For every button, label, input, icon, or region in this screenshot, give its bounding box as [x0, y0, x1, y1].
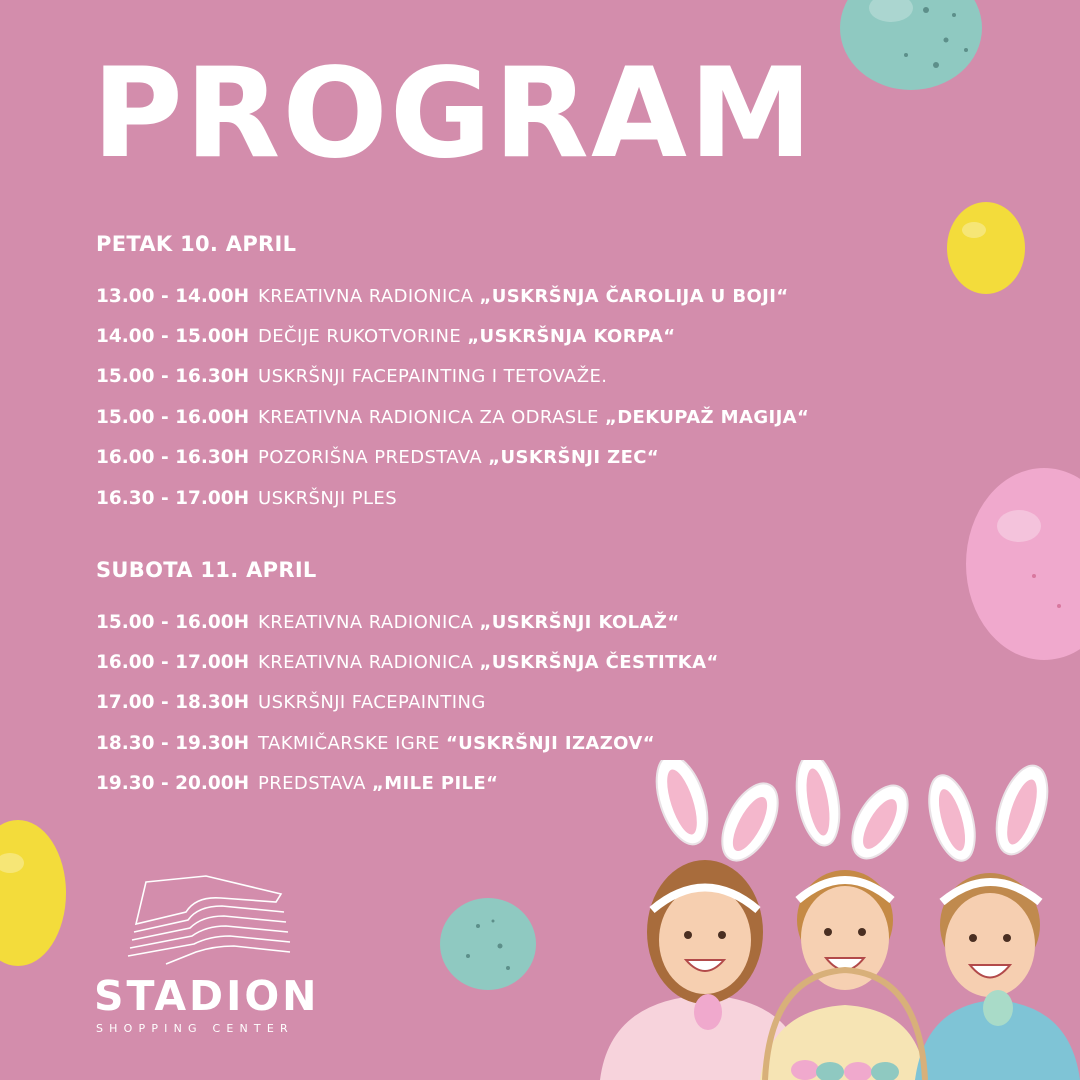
- event-time: 15.00 - 16.00H: [96, 611, 250, 633]
- event-type: KREATIVNA RADIONICA ZA ODRASLE: [258, 406, 599, 428]
- event-time: 15.00 - 16.00H: [96, 406, 250, 428]
- event-time: 19.30 - 20.00H: [96, 773, 250, 795]
- event-description: [258, 286, 789, 307]
- event-title: „USKRŠNJA ČESTITKA“: [479, 652, 719, 674]
- list-item: [96, 602, 976, 642]
- stadion-logo: [94, 872, 334, 1042]
- event-description: [258, 326, 675, 347]
- brand-name: STADION: [94, 972, 320, 1020]
- list-item: [96, 357, 976, 397]
- event-description: [258, 612, 680, 633]
- event-time: 16.00 - 17.00H: [96, 652, 250, 674]
- list-item: [96, 723, 976, 763]
- event-description: [258, 447, 659, 468]
- teal-egg-icon: [438, 896, 538, 992]
- event-title: „USKRŠNJA ČAROLIJA U BOJI“: [479, 285, 789, 307]
- event-description: [258, 692, 486, 713]
- event-type: USKRŠNJI FACEPAINTING: [258, 692, 486, 714]
- list-item: [96, 438, 976, 478]
- event-description: [258, 407, 809, 428]
- event-type: USKRŠNJI FACEPAINTING I TETOVAŽE.: [258, 366, 608, 388]
- teal-egg-icon: [836, 0, 986, 95]
- event-time: 18.30 - 19.30H: [96, 732, 250, 754]
- event-time: 13.00 - 14.00H: [96, 285, 250, 307]
- event-title: „USKRŠNJI KOLAŽ“: [479, 611, 680, 633]
- brand-tagline: SHOPPING CENTER: [96, 1022, 294, 1035]
- list-item: [96, 683, 976, 723]
- event-type: POZORIŠNA PREDSTAVA: [258, 447, 483, 469]
- event-type: KREATIVNA RADIONICA: [258, 611, 474, 633]
- schedule-friday: [96, 276, 976, 518]
- event-description: [258, 366, 607, 387]
- kids-with-bunny-ears-photo: [590, 760, 1080, 1080]
- event-time: 16.30 - 17.00H: [96, 487, 250, 509]
- event-type: TAKMIČARSKE IGRE: [258, 732, 440, 754]
- event-title: „DEKUPAŽ MAGIJA“: [604, 406, 810, 428]
- event-title: “USKRŠNJI IZAZOV“: [445, 732, 655, 754]
- event-description: [258, 773, 498, 794]
- event-type: KREATIVNA RADIONICA: [258, 285, 474, 307]
- event-type: PREDSTAVA: [258, 773, 366, 795]
- event-description: [258, 733, 655, 754]
- event-description: [258, 488, 397, 509]
- event-description: [258, 652, 719, 673]
- event-title: „USKRŠNJI ZEC“: [488, 447, 660, 469]
- event-time: 17.00 - 18.30H: [96, 692, 250, 714]
- page-title: PROGRAM: [92, 42, 815, 186]
- event-time: 16.00 - 16.30H: [96, 447, 250, 469]
- day-heading-saturday: SUBOTA 11. APRIL: [96, 558, 317, 582]
- event-time: 15.00 - 16.30H: [96, 366, 250, 388]
- event-type: DEČIJE RUKOTVORINE: [258, 326, 468, 348]
- yellow-egg-icon: [0, 818, 70, 968]
- event-type: KREATIVNA RADIONICA: [258, 652, 474, 674]
- list-item: [96, 276, 976, 316]
- list-item: [96, 478, 976, 518]
- day-heading-friday: PETAK 10. APRIL: [96, 232, 297, 256]
- pink-egg-icon: [964, 466, 1080, 662]
- list-item: [96, 316, 976, 356]
- event-time: 14.00 - 15.00H: [96, 326, 250, 348]
- event-type: USKRŠNJI PLES: [258, 487, 398, 509]
- event-title: „MILE PILE“: [371, 773, 499, 795]
- event-title: „USKRŠNJA KORPA“: [467, 326, 676, 348]
- list-item: [96, 397, 976, 437]
- list-item: [96, 642, 976, 682]
- stadium-logo-icon: [126, 872, 291, 967]
